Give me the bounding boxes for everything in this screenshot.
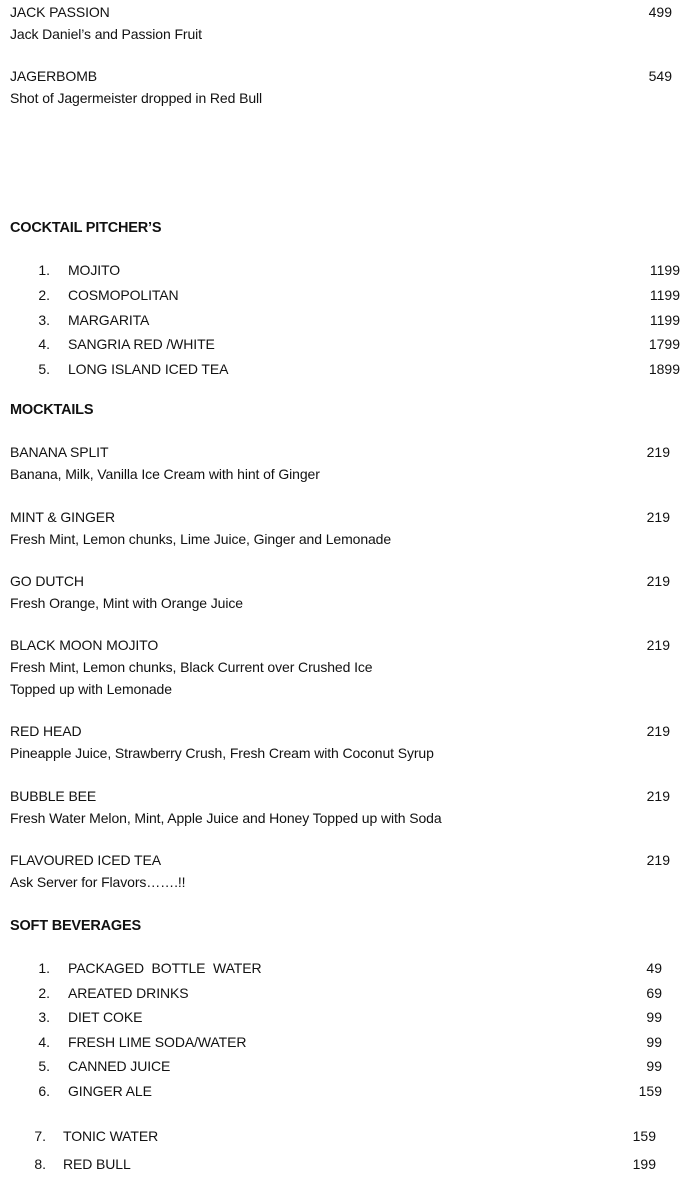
list-item-price: 99 [646, 1058, 662, 1074]
menu-item-name: JACK PASSION [10, 4, 110, 20]
list-item-number: 4. [38, 1034, 50, 1050]
menu-item-description: Topped up with Lemonade [10, 681, 172, 697]
section-heading-soft-beverages: SOFT BEVERAGES [10, 918, 141, 934]
menu-item-description: Jack Daniel’s and Passion Fruit [10, 26, 202, 42]
menu-item-description: Banana, Milk, Vanilla Ice Cream with hint of Ginger [10, 466, 320, 482]
list-item-number: 5. [38, 1058, 50, 1074]
list-item-name: DIET COKE [68, 1009, 143, 1025]
list-item-number: 7. [34, 1128, 46, 1144]
list-item-number: 1. [38, 262, 50, 278]
list-item-price: 49 [646, 960, 662, 976]
menu-item-name: BLACK MOON MOJITO [10, 637, 159, 653]
list-item-price: 69 [646, 985, 662, 1001]
menu-item-name: JAGERBOMB [10, 68, 98, 84]
menu-item-price: 499 [648, 4, 672, 20]
list-item-number: 6. [38, 1083, 50, 1099]
menu-item-description: Fresh Water Melon, Mint, Apple Juice and Honey Topped up with Soda [10, 810, 442, 826]
list-item-number: 2. [38, 985, 50, 1001]
menu-item-name: GO DUTCH [10, 573, 84, 589]
list-item-price: 1799 [648, 336, 680, 352]
menu-item-name: BANANA SPLIT [10, 444, 109, 460]
list-item-name: LONG ISLAND ICED TEA [68, 361, 229, 377]
list-item-number: 3. [38, 1009, 50, 1025]
list-item-price: 159 [638, 1083, 662, 1099]
list-item-name: COSMOPOLITAN [68, 287, 179, 303]
list-item-price: 1199 [649, 312, 680, 328]
list-item-number: 8. [34, 1156, 46, 1172]
list-item-number: 4. [38, 336, 50, 352]
list-item-name: PACKAGED BOTTLE WATER [68, 960, 262, 976]
list-item-price: 1899 [648, 361, 680, 377]
menu-item-description: Ask Server for Flavors…….!! [10, 874, 186, 890]
list-item-price: 99 [646, 1034, 662, 1050]
menu-item-description: Pineapple Juice, Strawberry Crush, Fresh Cream with Coconut Syrup [10, 745, 434, 761]
list-item-name: MOJITO [68, 262, 121, 278]
menu-item-price: 219 [646, 637, 670, 653]
list-item-price: 99 [646, 1009, 662, 1025]
menu-item-price: 219 [646, 573, 670, 589]
menu-item-description: Shot of Jagermeister dropped in Red Bull [10, 90, 263, 106]
menu-item-name: BUBBLE BEE [10, 788, 97, 804]
list-item-number: 1. [38, 960, 50, 976]
list-item-price: 199 [632, 1156, 656, 1172]
section-heading-mocktails: MOCKTAILS [10, 402, 94, 418]
list-item-name: CANNED JUICE [68, 1058, 171, 1074]
list-item-name: TONIC WATER [63, 1128, 159, 1144]
list-item-number: 3. [38, 312, 50, 328]
menu-item-price: 219 [646, 444, 670, 460]
section-heading-cocktail-pitchers: COCKTAIL PITCHER’S [10, 220, 162, 236]
list-item-name: FRESH LIME SODA/WATER [68, 1034, 247, 1050]
menu-item-name: RED HEAD [10, 723, 82, 739]
list-item-name: SANGRIA RED /WHITE [68, 336, 215, 352]
list-item-price: 1199 [649, 262, 680, 278]
list-item-number: 5. [38, 361, 50, 377]
menu-item-price: 549 [648, 68, 672, 84]
list-item-name: GINGER ALE [68, 1083, 152, 1099]
list-item-price: 1199 [649, 287, 680, 303]
menu-item-price: 219 [646, 852, 670, 868]
list-item-price: 159 [632, 1128, 656, 1144]
list-item-name: AREATED DRINKS [68, 985, 189, 1001]
menu-item-description: Fresh Mint, Lemon chunks, Black Current over Crushed Ice [10, 659, 373, 675]
menu-item-price: 219 [646, 788, 670, 804]
menu-item-price: 219 [646, 509, 670, 525]
list-item-name: MARGARITA [68, 312, 150, 328]
menu-item-description: Fresh Mint, Lemon chunks, Lime Juice, Ginger and Lemonade [10, 531, 392, 547]
menu-item-description: Fresh Orange, Mint with Orange Juice [10, 595, 243, 611]
menu-item-name: FLAVOURED ICED TEA [10, 852, 161, 868]
menu-item-price: 219 [646, 723, 670, 739]
menu-item-name: MINT & GINGER [10, 509, 116, 525]
list-item-name: RED BULL [63, 1156, 131, 1172]
list-item-number: 2. [38, 287, 50, 303]
